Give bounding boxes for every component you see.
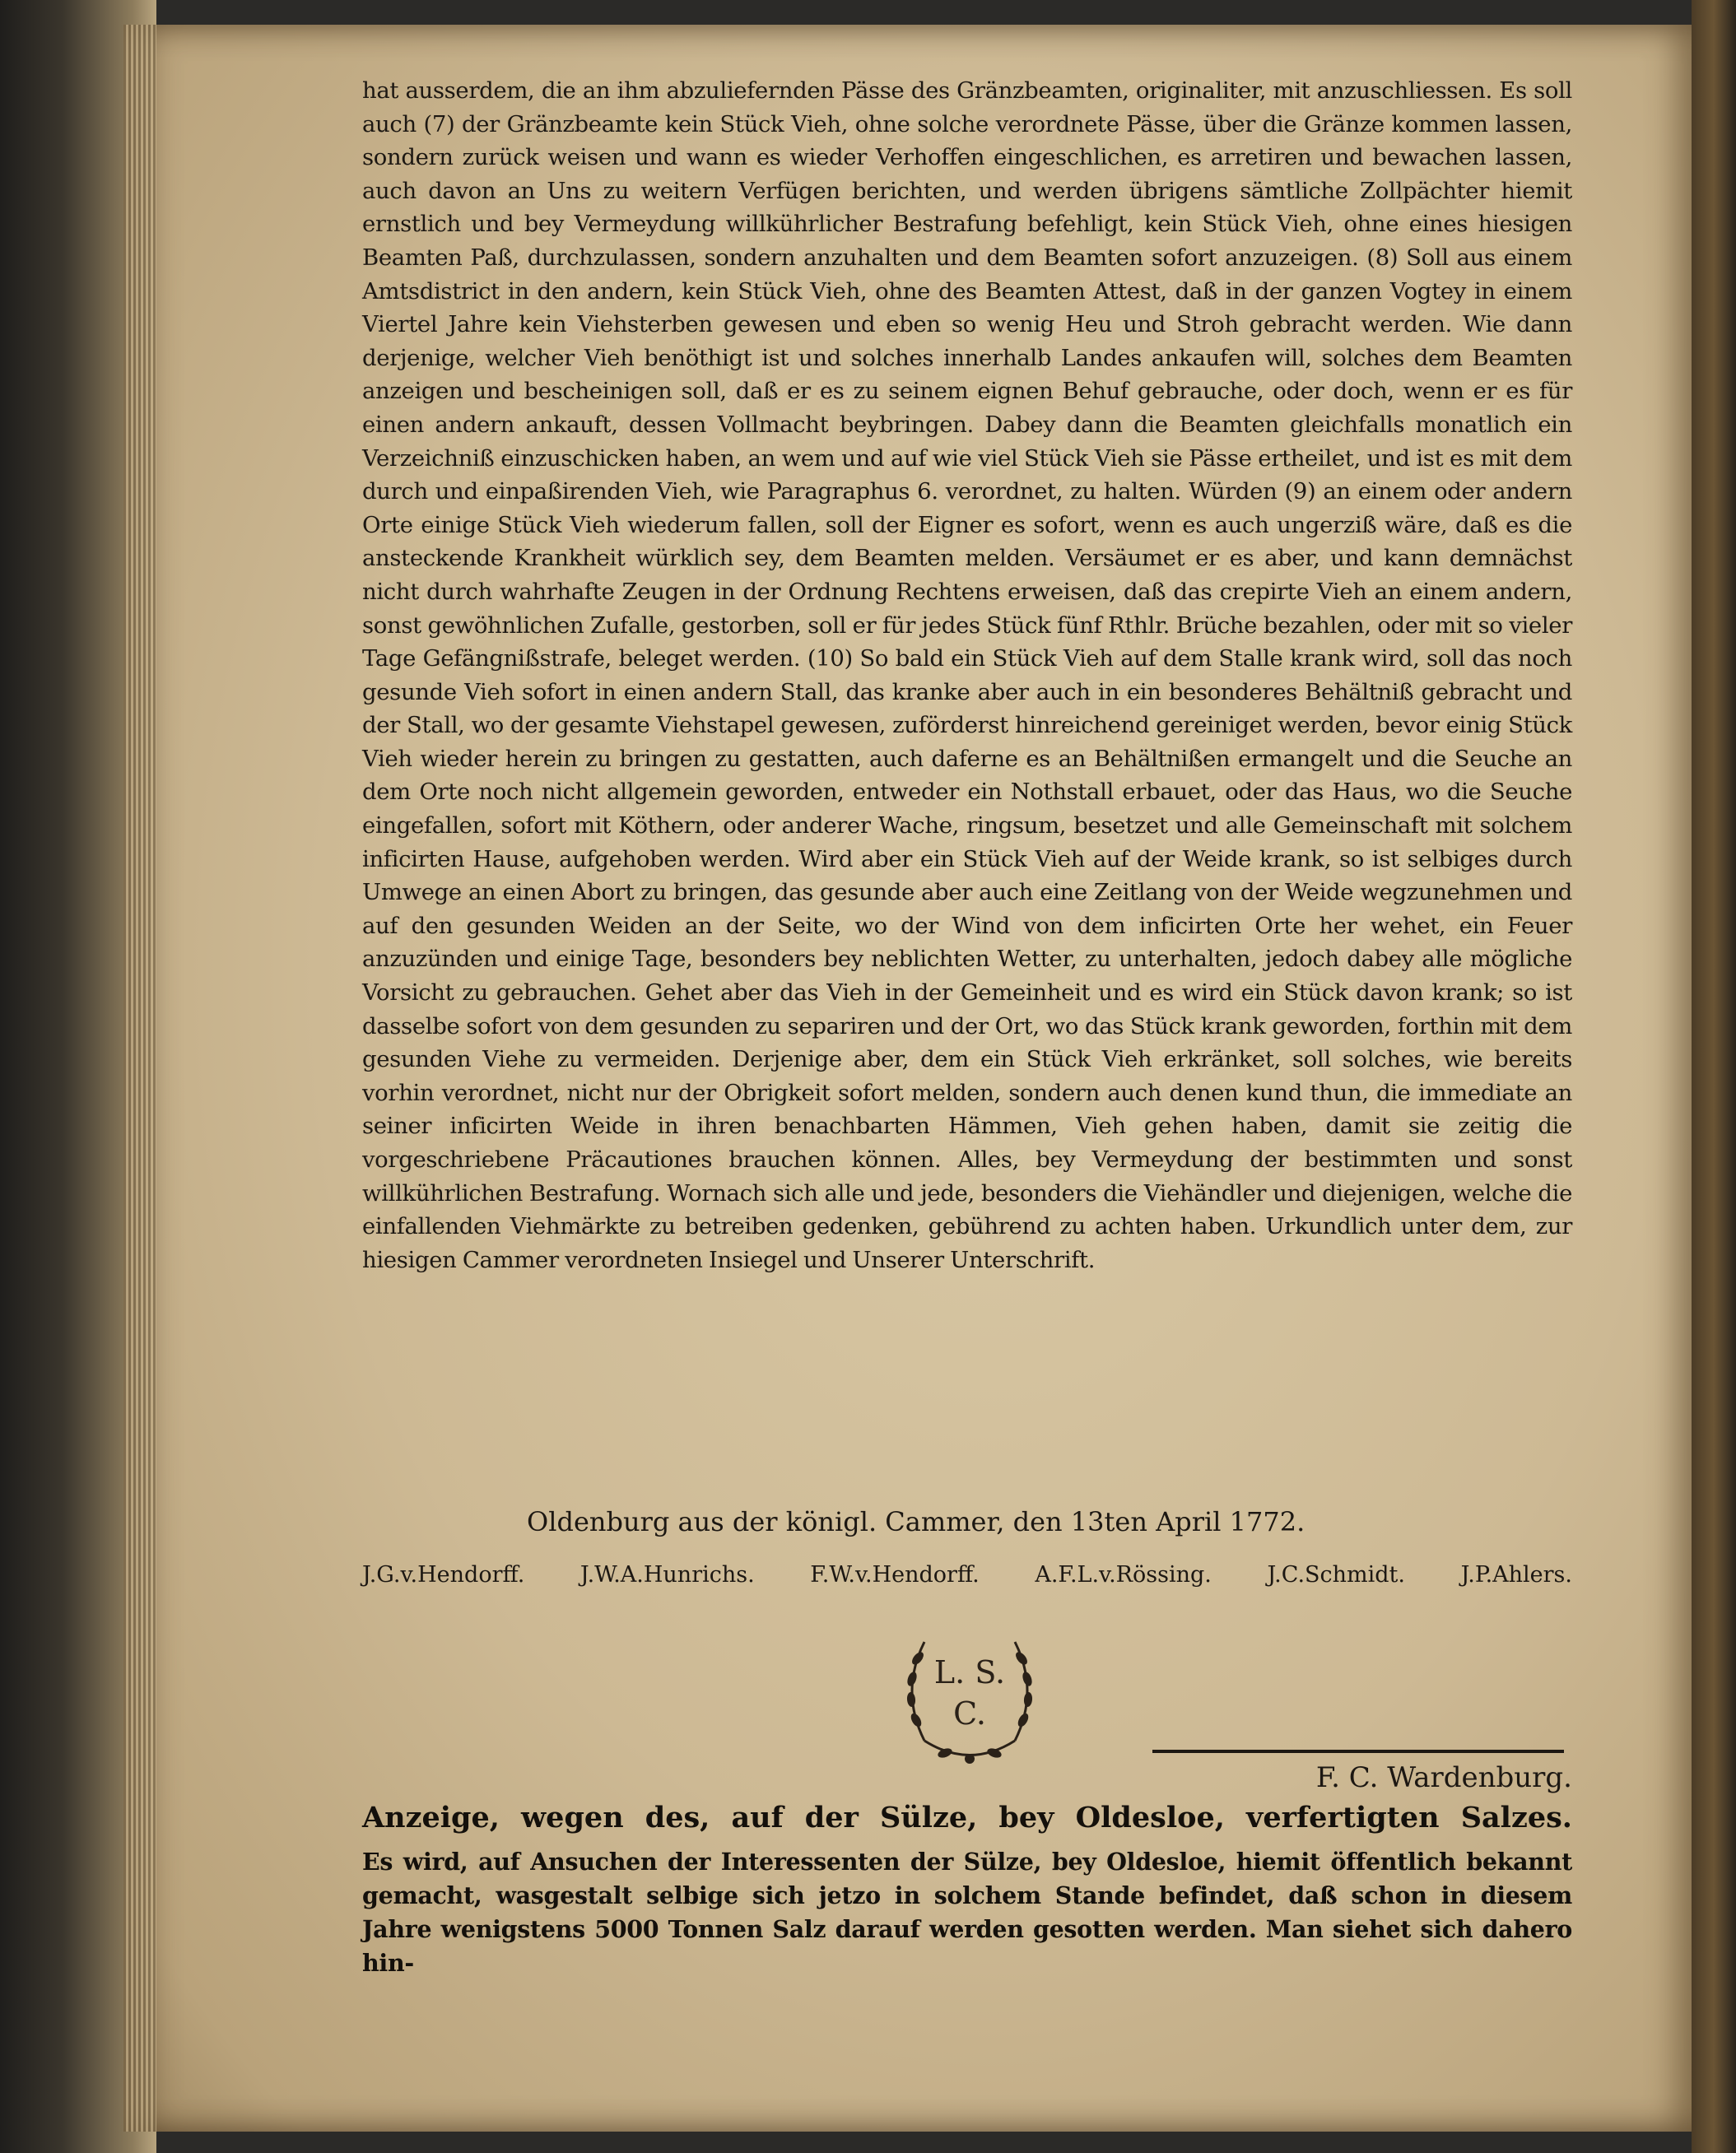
signatory: J.W.A.Hunrichs. (579, 1562, 755, 1588)
signatory: F.W.v.Hendorff. (810, 1562, 980, 1588)
seal-wreath-icon (875, 1609, 1064, 1774)
signatory: A.F.L.v.Rössing. (1035, 1562, 1212, 1588)
notice-heading: Anzeige, wegen des, auf der Sülze, bey Oldesloe, verfertigten Salzes. (362, 1801, 1572, 1834)
signatory: J.G.v.Hendorff. (362, 1562, 525, 1588)
signatory: J.C.Schmidt. (1267, 1562, 1405, 1588)
ordinance-paragraph: hat ausserdem, die an ihm abzuliefernden Pässe des Gränzbeamten, originaliter, mit anzuschliessen. Es soll auch (7) der Gränzbeamte kein Stück Vieh, ohne solche verordnete Pässe, über die Gränze kommen lassen, sondern zurück weisen und wann es wieder Verhoffen eingeschlichen, es arretiren und bewachen lassen, auch davon an Uns zu weitern Verfügen berichten, und werden übrigens sämtliche Zollpächter hiemit ernstlich und bey Vermeydung willkührlicher Bestrafung befehligt, kein Stück Vieh, ohne eines hiesigen Beamten Paß, durchzulassen, sondern anzuhalten und dem Beamten sofort anzuzeigen. (8) Soll aus einem Amtsdistrict in den andern, kein Stück Vieh, ohne des Beamten Attest, daß in der ganzen Vogtey in einem Viertel Jahre kein Viehsterben gewesen und eben so wenig Heu und Stroh gebracht werden. Wie dann derjenige, welcher Vieh benöthigt ist und solches innerhalb Landes ankaufen will, solches dem Beamten anzeigen und bescheinigen soll, daß er es zu seinem eignen Behuf gebrauche, oder doch, wenn er es für einen andern ankauft, dessen Vollmacht beybringen. Dabey dann die Beamten gleichfalls monatlich ein Verzeichniß einzuschicken haben, an wem und auf wie viel Stück Vieh sie Pässe ertheilet, und ist es mit dem durch und einpaßirenden Vieh, wie Paragraphus 6. verordnet, zu halten. Würden (9) an einem oder andern Orte einige Stück Vieh wiederum fallen, soll der Eigner es sofort, wenn es auch ungerziß wäre, daß es die ansteckende Krankheit würklich sey, dem Beamten melden. Versäumet er es aber, und kann demnächst nicht durch wahrhafte Zeugen in der Ordnung Rechtens erweisen, daß das crepirte Vieh an einem andern, sonst gewöhnlichen Zufalle, gestorben, soll er für jedes Stück fünf Rthlr. Brüche bezahlen, oder mit so vieler Tage Gefängnißstrafe, beleget werden. (10) So bald ein Stück Vieh auf dem Stalle krank wird, soll das noch gesunde Vieh sofort in einen andern Stall, das kranke aber auch in ein besonderes Behältniß gebracht und der Stall, wo der gesamte Viehstapel gewesen, zuförderst hinreichend gereiniget werden, bevor einig Stück Vieh wieder herein zu bringen zu gestatten, auch daferne es an Behältnißen ermangelt und die Seuche an dem Orte noch nicht allgemein geworden, entweder ein Nothstall erbauet, oder das Haus, wo die Seuche eingefallen, sofort mit Köthern, oder anderer Wache, ringsum, besetzet und alle Gemeinschaft mit solchem inficirten Hause, aufgehoben werden. Wird aber ein Stück Vieh auf der Weide krank, so ist selbiges durch Umwege an einen Abort zu bringen, das gesunde aber auch eine Zeitlang von der Weide wegzunehmen und auf den gesunden Weiden an der Seite, wo der Wind von dem inficirten Orte her wehet, ein Feuer anzuzünden und einige Tage, besonders bey neblichten Wetter, zu unterhalten, jedoch dabey alle mögliche Vorsicht zu gebrauchen. Gehet aber das Vieh in der Gemeinheit und es wird ein Stück davon krank; so ist dasselbe sofort von dem gesunden zu separiren und der Ort, wo das Stück krank geworden, forthin mit dem gesunden Viehe zu vermeiden. Derjenige aber, dem ein Stück Vieh erkränket, soll solches, wie bereits vorhin verordnet, nicht nur der Obrigkeit sofort melden, sondern auch denen kund thun, die immediate an seiner inficirten Weide in ihren benachbarten Hämmen, Vieh gehen haben, damit sie zeitig die vorgeschriebene Präcautiones brauchen können. Alles, bey Vermeydung der bestimmten und sonst willkührlichen Bestrafung. Wornach sich alle und jede, besonders die Viehändler und diejenigen, welche die einfallenden Viehmärkte zu betreiben gedenken, gebührend zu achten haben. Urkundlich unter dem, zur hiesigen Cammer verordneten Insiegel und Unserer Unterschrift. (362, 77, 1572, 1273)
seal-text-c: C. (953, 1695, 986, 1732)
dateline: Oldenburg aus der königl. Cammer, den 13ten April 1772. (527, 1506, 1305, 1537)
signature-rule (1152, 1750, 1564, 1753)
signatory: J.P.Ahlers. (1460, 1562, 1572, 1588)
notice-body: Es wird, auf Ansuchen der Interessenten der Sülze, bey Oldesloe, hiemit öffentlich bekannt gemacht, wasgestalt selbige sich jetzo in solchem Stande befindet, daß schon in diesem Jahre wenigstens 5000 Tonnen Salz darauf werden gesotten werden. Man siehet sich dahero hin- (362, 1848, 1572, 1977)
signature: F. C. Wardenburg. (1315, 1761, 1572, 1794)
next-page-edge (1692, 0, 1736, 2153)
seal-text-ls: L. S. (933, 1654, 1006, 1690)
signatories-row (362, 1562, 1572, 1588)
page-edges (123, 25, 156, 2132)
